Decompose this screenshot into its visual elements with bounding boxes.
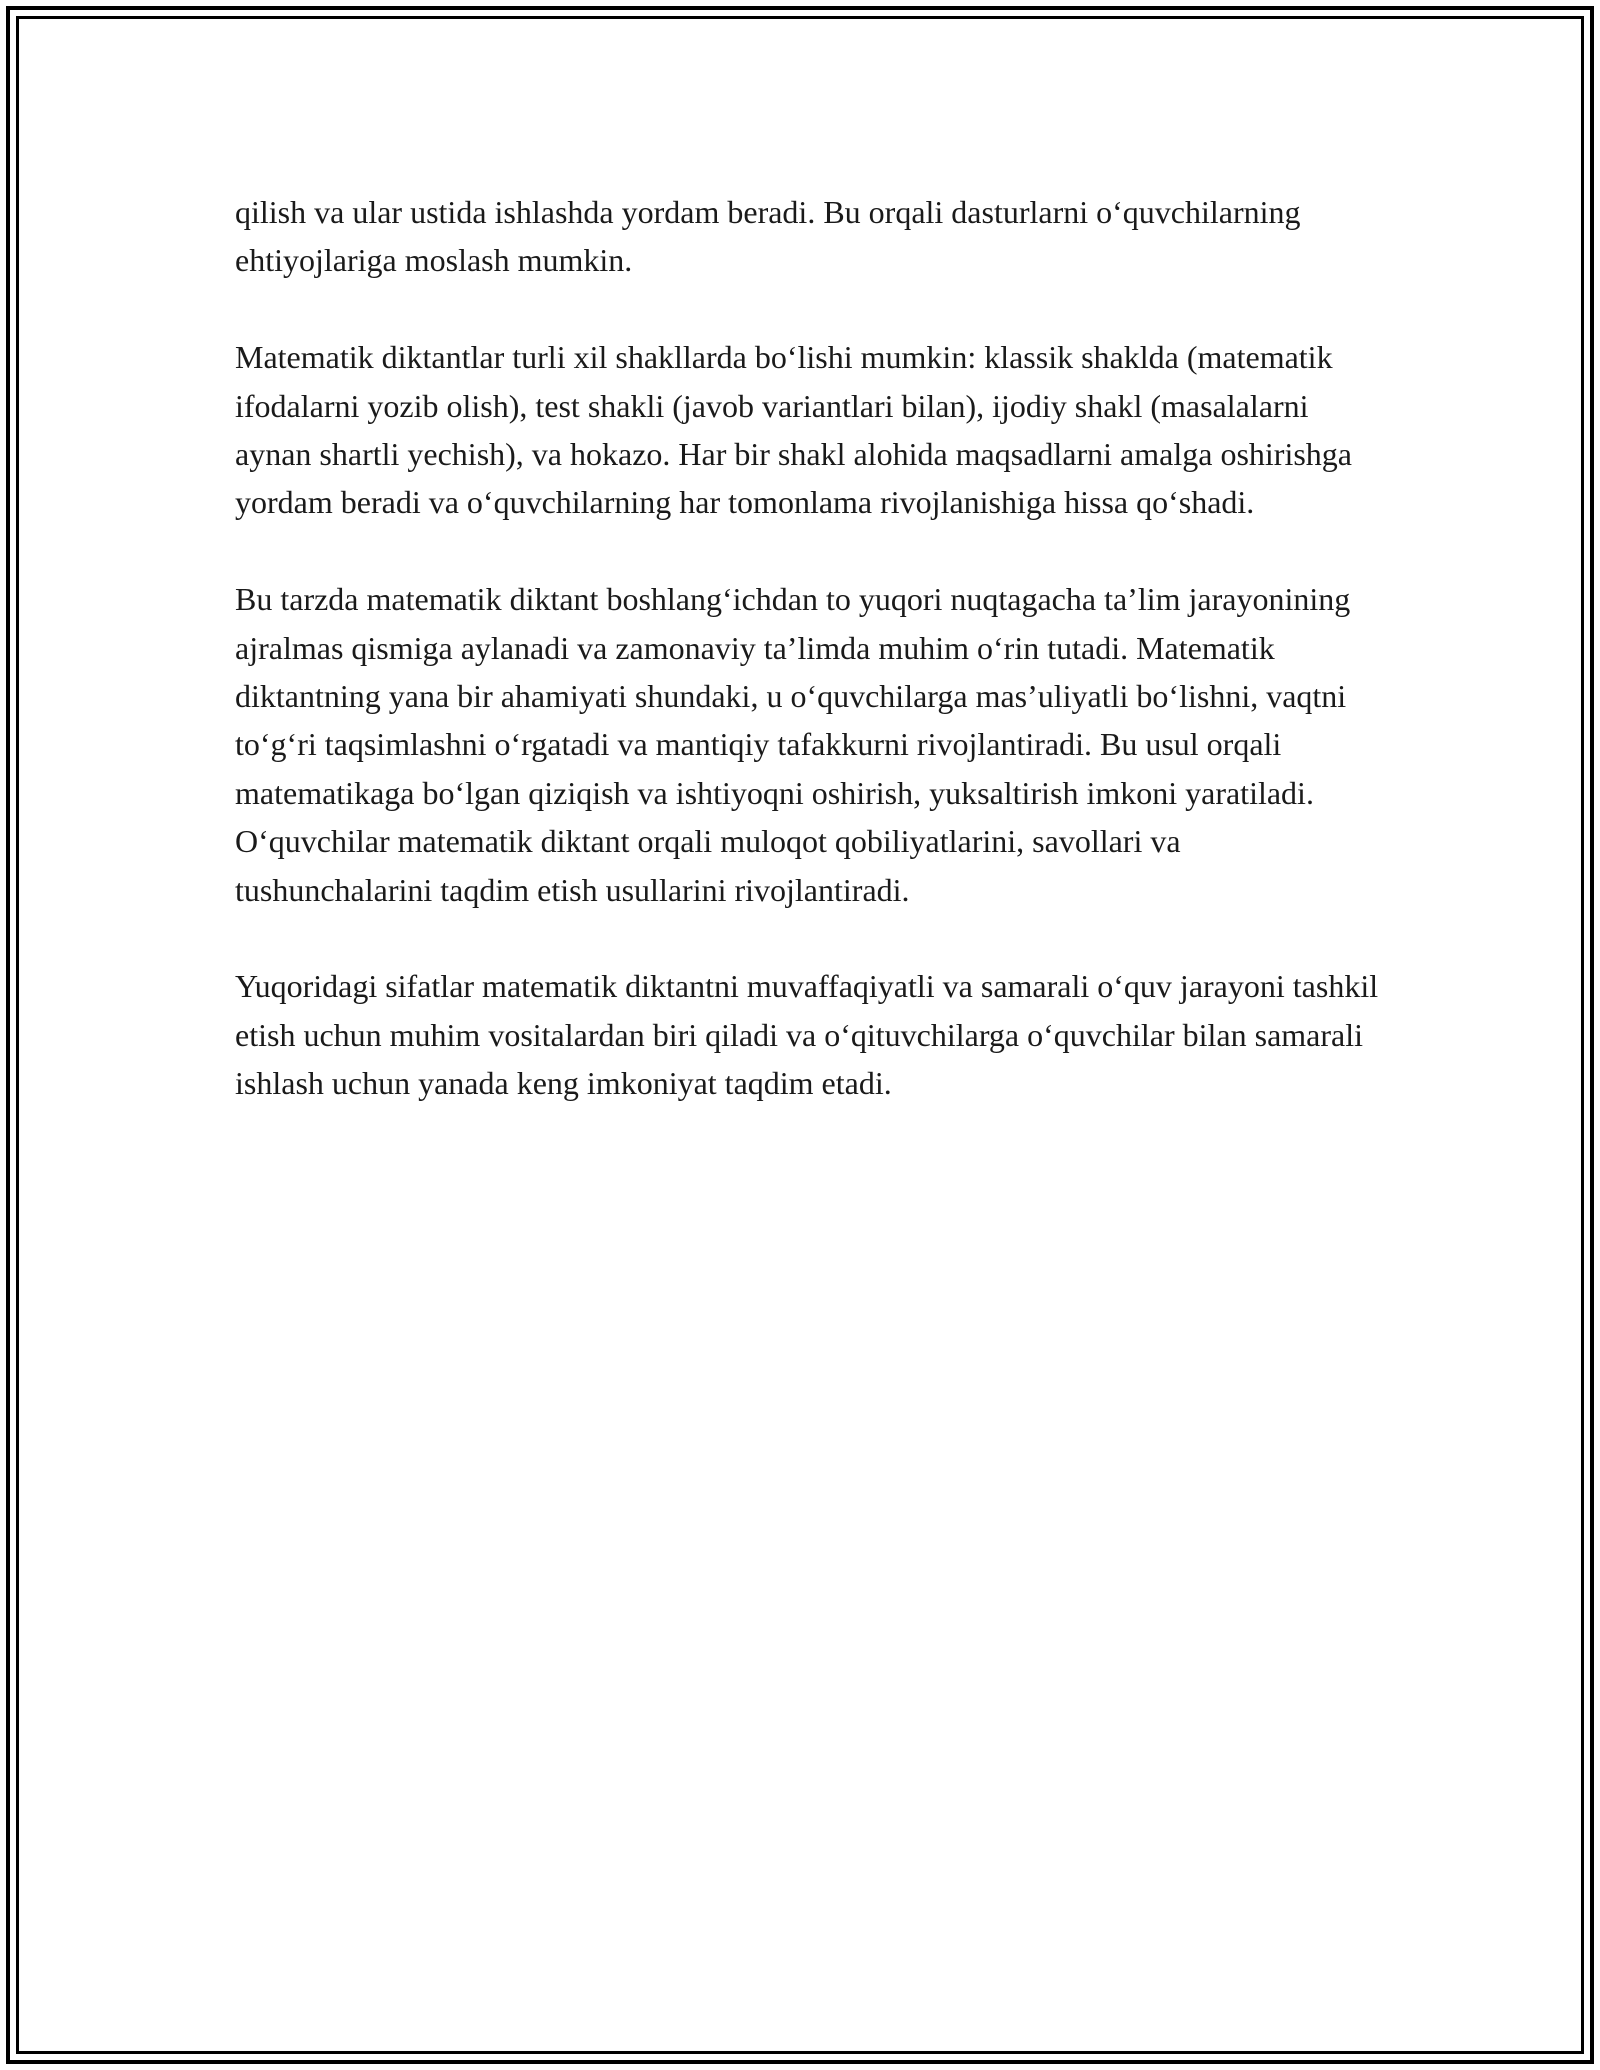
document-body bbox=[235, 188, 1385, 1108]
paragraph-1: qilish va ular ustida ishlashda yordam beradi. Bu orqali dasturlarni o‘quvchilarning ehtiyojlariga moslash mumkin. bbox=[235, 194, 1301, 279]
paragraph-3: Bu tarzda matematik diktant boshlang‘ichdan to yuqori nuqtagacha ta’lim jarayonining ajralmas qismiga aylanadi va zamonaviy ta’limda muhim o‘rin tutadi. Matematik diktantning yana bir ahamiyati shundaki, u o‘quvchilarga mas’uliyatli bo‘lishni, vaqtni to‘g‘ri taqsimlashni o‘rgatadi va mantiqiy tafakkurni rivojlantiradi. Bu usul orqali matematikaga bo‘lgan qiziqish va ishtiyoqni oshirish, yuksaltirish imkoni yaratiladi. O‘quvchilar matematik diktant orqali muloqot qobiliyatlarini, savollari va tushunchalarini taqdim etish usullarini rivojlantiradi. bbox=[235, 581, 1351, 908]
paragraph-4: Yuqoridagi sifatlar matematik diktantni muvaffaqiyatli va samarali o‘quv jarayoni tashkil etish uchun muhim vositalardan biri qiladi va o‘qituvchilarga o‘quvchilar bilan samarali ishlash uchun yanada keng imkoniyat taqdim etadi. bbox=[235, 968, 1379, 1102]
paragraph-2: Matematik diktantlar turli xil shakllarda bo‘lishi mumkin: klassik shaklda (matematik ifodalarni yozib olish), test shakli (javob variantlari bilan), ijodiy shakl (masalalarni aynan shartli yechish), va hokazo. Har bir shakl alohida maqsadlarni amalga oshirishga yordam beradi va o‘quvchilarning har tomonlama rivojlanishiga hissa qo‘shadi. bbox=[235, 339, 1352, 521]
